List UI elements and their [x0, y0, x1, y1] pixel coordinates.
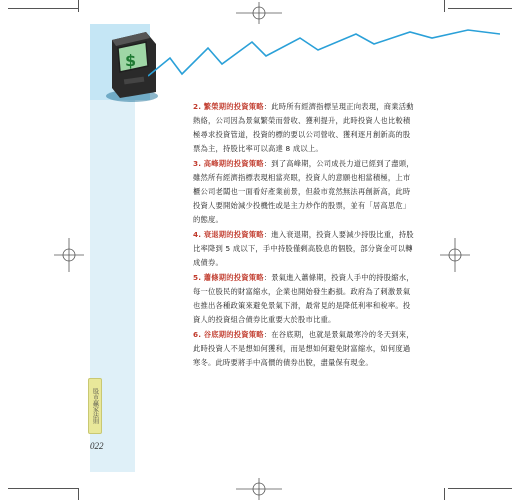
item-body: 在谷底期，也就是景氣最寒冷的冬天到來，此時投資人不是想如何獲利，而是想如何避免財富縮水，如何度過寒冬。此時要將手中高價的債券出脫，盡量保有現金。	[193, 330, 414, 367]
crop-mark	[8, 488, 78, 489]
chapter-tab-label: 股市贏家法則	[91, 388, 99, 424]
item-title: 高峰期的投資策略	[203, 159, 264, 168]
item-colon: ：	[263, 230, 272, 239]
item-colon: ：	[263, 330, 272, 339]
registration-mark-left	[54, 238, 84, 272]
item-number: 3.	[193, 159, 202, 168]
crop-mark	[448, 488, 512, 489]
item-body: 景氣進入蕭條期，投資人手中的持股縮水，每一位股民的財富縮水，企業也開始發生虧損。政府為了刺激景氣也推出各種政策來避免景氣下滑，最常見的是降低利率和稅率。投資人的投資組合債券比重要大於股市比重。	[193, 273, 414, 324]
crop-mark	[78, 0, 79, 12]
item-title: 蕭條期的投資策略	[203, 273, 264, 282]
item-number: 5.	[193, 273, 202, 282]
crop-mark	[444, 488, 445, 500]
crop-mark	[78, 488, 79, 500]
strategy-item-5	[193, 271, 415, 327]
item-body: 進入衰退期，投資人要減少持股比重，持股比率降到 5 成以下，手中持股僅剩高股息的個股，部分資金可以轉成債券。	[193, 230, 414, 267]
trend-line-decoration	[148, 28, 500, 98]
item-colon: ：	[263, 159, 272, 168]
crop-mark	[448, 8, 512, 9]
item-number: 4.	[193, 230, 202, 239]
strategy-item-4	[193, 228, 415, 270]
registration-mark-top	[236, 2, 282, 24]
item-body: 此時所有經濟指標呈現正向表現，商業活動熱絡，公司因為景氣繁榮而營收、獲利提升，此時投資人也比較積極尋求投資管道，投資的標的要以公司營收、獲利逐月創新高的股票為主，持股比率可以高達 8 成以上。	[193, 102, 414, 153]
item-colon: ：	[263, 102, 272, 111]
strategy-item-3	[193, 157, 415, 227]
strategy-list	[193, 100, 415, 371]
item-number: 2.	[193, 102, 202, 111]
strategy-item-2	[193, 100, 415, 156]
registration-mark-right	[440, 238, 470, 272]
crop-mark	[444, 0, 445, 12]
item-number: 6.	[193, 330, 202, 339]
registration-mark-bottom	[236, 478, 282, 500]
item-colon: ：	[263, 273, 272, 282]
chapter-tab	[88, 378, 102, 434]
item-title: 繁榮期的投資策略	[203, 102, 264, 111]
strategy-item-6	[193, 328, 415, 370]
page-number: 022	[90, 441, 104, 451]
dollar-icon: $	[125, 51, 137, 70]
crop-mark	[8, 8, 78, 9]
item-body: 到了高峰期，公司成長力道已經到了盡頭，雖然所有經濟指標表現相當亮眼，投資人的意願也相當積極，上市櫃公司老闆也一面看好產業前景，但殺市竟然無法再創新高，此時投資人要開始減少投機性或是主力炒作的股票，並有「居高思危」的態度。	[193, 159, 414, 224]
item-title: 衰退期的投資策略	[203, 230, 264, 239]
item-title: 谷底期的投資策略	[203, 330, 264, 339]
